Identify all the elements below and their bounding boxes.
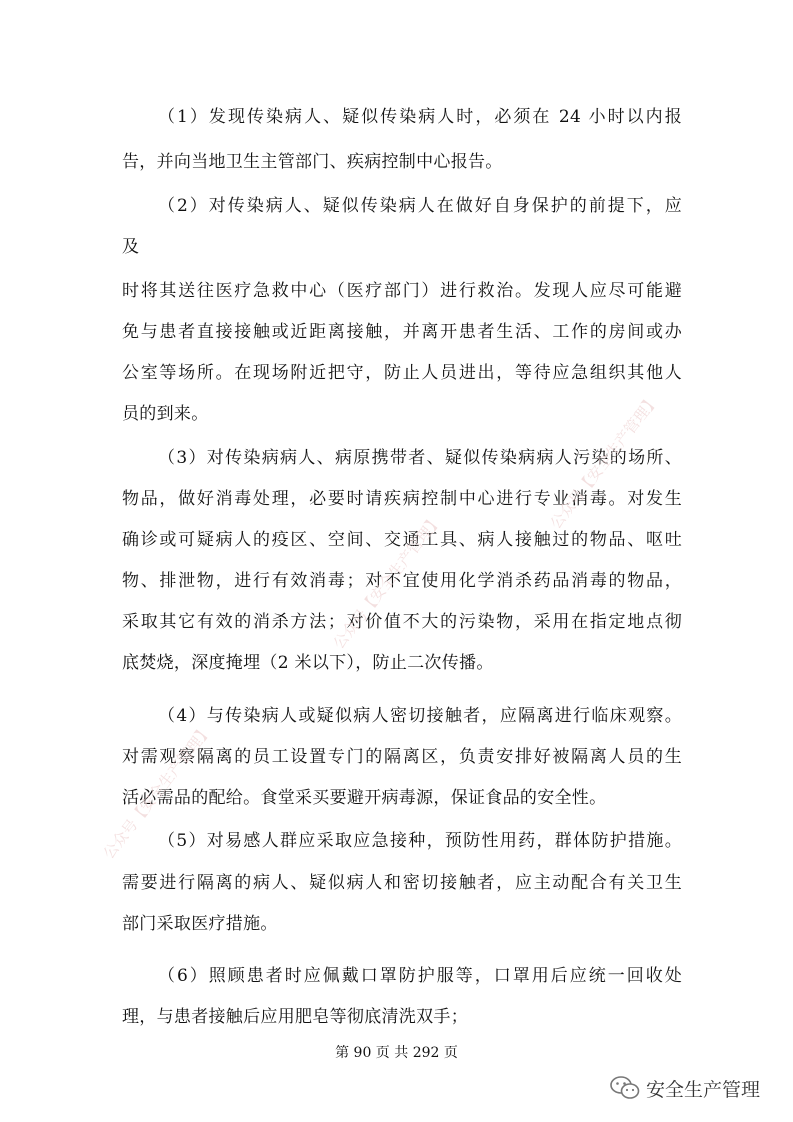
text-line: 部门采取医疗措施。 bbox=[122, 914, 278, 934]
text-line: （5）对易感人群应采取应急接种，预防性用药，群体防护措施。 bbox=[158, 831, 682, 851]
text-line: 物品，做好消毒处理，必要时请疾病控制中心进行专业消毒。对发生 bbox=[122, 489, 682, 509]
text-line: 活必需品的配给。食堂采买要避开病毒源，保证食品的安全性。 bbox=[122, 788, 607, 808]
text-line: 及 bbox=[122, 237, 140, 257]
text-line: 物、排泄物，进行有效消毒；对不宜使用化学消杀药品消毒的物品， bbox=[122, 571, 682, 591]
wechat-icon bbox=[610, 1075, 640, 1101]
text-line: 对需观察隔离的员工设置专门的隔离区，负责安排好被隔离人员的生 bbox=[122, 747, 682, 767]
text-line: 底焚烧，深度掩埋（2 米以下），防止二次传播。 bbox=[122, 653, 494, 673]
page-number: 第 90 页 共 292 页 bbox=[335, 1045, 458, 1061]
text-line: （6）照顾患者时应佩戴口罩防护服等，口罩用后应统一回收处 bbox=[158, 966, 682, 986]
text-line: 免与患者直接接触或近距离接触，并离开患者生活、工作的房间或办 bbox=[122, 322, 682, 342]
text-line: 理，与患者接触后应用肥皂等彻底清洗双手； bbox=[122, 1007, 468, 1027]
text-line: 告，并向当地卫生主管部门、疾病控制中心报告。 bbox=[122, 152, 503, 172]
text-line: （4）与传染病人或疑似病人密切接触者，应隔离进行临床观察。 bbox=[158, 706, 682, 726]
watermark: 公众号【安全生产管理】 bbox=[546, 391, 663, 533]
text-line: 需要进行隔离的病人、疑似病人和密切接触者，应主动配合有关卫生 bbox=[122, 873, 682, 893]
brand-mark bbox=[610, 1074, 760, 1102]
watermark: 公众号【安全生产管理】 bbox=[99, 721, 216, 863]
text-line: 确诊或可疑病人的疫区、空间、交通工具、病人接触过的物品、呕吐 bbox=[122, 530, 682, 550]
text-line: （3）对传染病病人、病原携带者、疑似传染病病人污染的场所、 bbox=[158, 448, 682, 468]
text-line: （1）发现传染病人、疑似传染病人时，必须在 24 小时以内报 bbox=[158, 107, 682, 127]
text-line: （2）对传染病人、疑似传染病人在做好自身保护的前提下，应 bbox=[158, 196, 682, 216]
text-line: 员的到来。 bbox=[122, 404, 209, 424]
text-line: 时将其送往医疗急救中心（医疗部门）进行救治。发现人应尽可能避 bbox=[122, 281, 682, 301]
text-line: 公室等场所。在现场附近把守，防止人员进出，等待应急组织其他人 bbox=[122, 363, 682, 383]
watermark: 公众号【安全生产管理】 bbox=[329, 511, 446, 653]
text-line: 采取其它有效的消杀方法；对价值不大的污染物，采用在指定地点彻 bbox=[122, 612, 682, 632]
brand-name: 安全生产管理 bbox=[646, 1078, 761, 1101]
